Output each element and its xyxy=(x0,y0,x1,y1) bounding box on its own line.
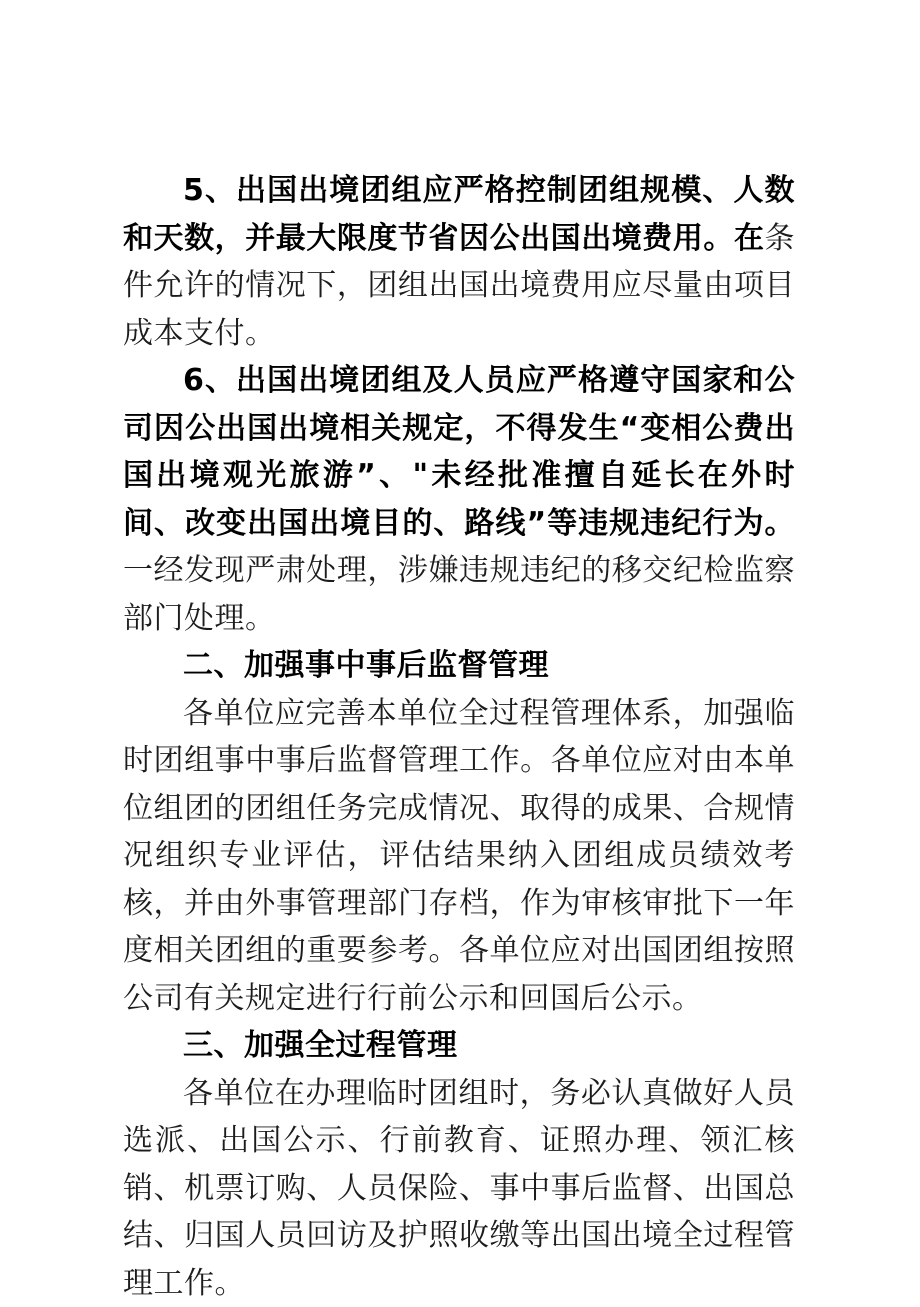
paragraph-item-6 xyxy=(123,357,795,642)
document-body xyxy=(123,167,795,1307)
section-heading-supervision: 二、加强事中事后监督管理 xyxy=(123,642,795,690)
paragraph-6-bold-text: 6、出国出境团组及人员应严格遵守国家和公司因公出国出境相关规定，不得发生“变相公费出国出境观光旅游”、"未经批准擅自延长在外时间、改变出国出境目的、路线”等违规违纪行为。 xyxy=(123,363,795,541)
paragraph-full-process-body: 各单位在办理临时团组时，务必认真做好人员选派、出国公示、行前教育、证照办理、领汇核销、机票订购、人员保险、事中事后监督、出国总结、归国人员回访及护照收缴等出国出境全过程管理工作。 xyxy=(123,1070,795,1307)
section-heading-full-process: 三、加强全过程管理 xyxy=(123,1022,795,1070)
paragraph-supervision-body: 各单位应完善本单位全过程管理体系，加强临时团组事中事后监督管理工作。各单位应对由本单位组团的团组任务完成情况、取得的成果、合规情况组织专业评估，评估结果纳入团组成员绩效考核，并由外事管理部门存档，作为审核审批下一年度相关团组的重要参考。各单位应对出国团组按照公司有关规定进行行前公示和回国后公示。 xyxy=(123,690,795,1023)
paragraph-5-normal-text: 条件允许的情况下，团组出国出境费用应尽量由项目成本支付。 xyxy=(123,221,795,351)
paragraph-item-5 xyxy=(123,167,795,357)
paragraph-6-normal-text: 一经发现严肃处理，涉嫌违规违纪的移交纪检监察部门处理。 xyxy=(123,553,795,636)
paragraph-5-bold-text: 5、出国出境团组应严格控制团组规模、人数和天数，并最大限度节省因公出国出境费用。在 xyxy=(123,173,795,256)
